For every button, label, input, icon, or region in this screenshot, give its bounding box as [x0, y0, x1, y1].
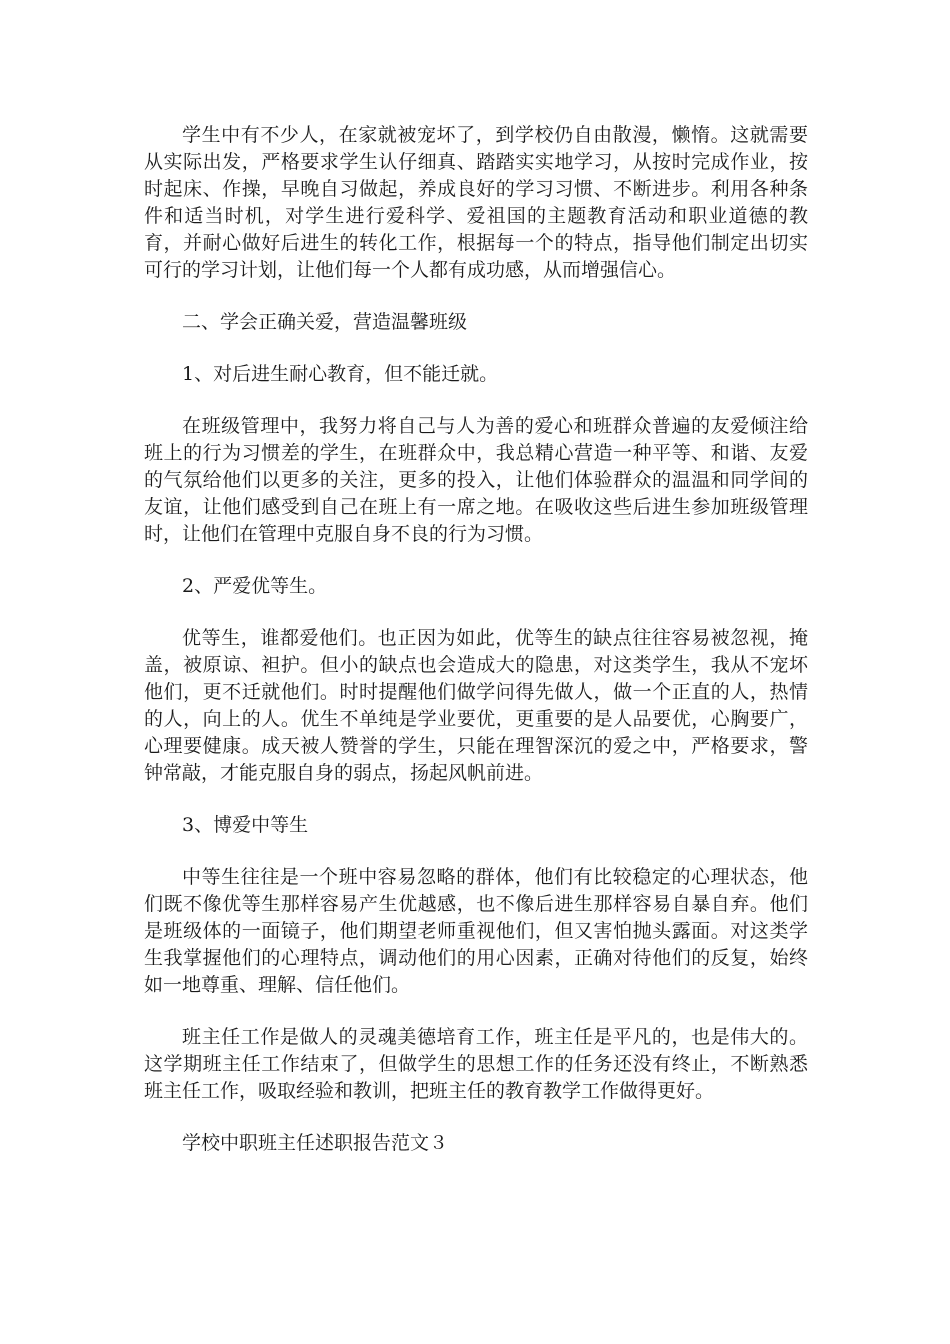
subheading-3: 3、博爱中等生: [182, 814, 309, 836]
paragraph-top-students: 优等生，谁都爱他们。也正因为如此，优等生的缺点往往容易被忽视，掩盖，被原谅、袒护。但小的缺点也会造成大的隐患，对这类学生，我从不宠坏他们，更不迁就他们。时时提醒他们做学问得先做人，做一个正直的人，热情的人，向上的人。优生不单纯是学业要优，更重要的是人品要优，心胸要广，心理要健康。成天被人赞誉的学生，只能在理智深沉的爱之中，严格要求，警钟常敲，才能克服自身的弱点，扬起风帆前进。: [144, 627, 808, 784]
paragraph-conclusion: 班主任工作是做人的灵魂美德培育工作，班主任是平凡的，也是伟大的。这学期班主任工作结束了，但做学生的思想工作的任务还没有终止，不断熟悉班主任工作，吸取经验和教训，把班主任的教育教学工作做得更好。: [144, 1026, 808, 1102]
document-body: [144, 122, 808, 1182]
paragraph-struggling-students: 在班级管理中，我努力将自己与人为善的爱心和班群众普遍的友爱倾注给班上的行为习惯差的学生，在班群众中，我总精心营造一种平等、和谐、友爱的气氛给他们以更多的关注，更多的投入，让他们体验群众的温温和同学间的友谊，让他们感受到自己在班上有一席之地。在吸收这些后进生参加班级管理时，让他们在管理中克服自身不良的行为习惯。: [144, 415, 808, 545]
paragraph-average-students: 中等生往往是一个班中容易忽略的群体，他们有比较稳定的心理状态，他们既不像优等生那样容易产生优越感，也不像后进生那样容易自暴自弃。他们是班级体的一面镜子，他们期望老师重视他们，但又害怕抛头露面。对这类学生我掌握他们的心理特点，调动他们的用心因素，正确对待他们的反复，始终如一地尊重、理解、信任他们。: [144, 866, 808, 996]
section-heading-2: 二、学会正确关爱，营造温馨班级: [182, 311, 468, 333]
paragraph-discipline: 学生中有不少人，在家就被宠坏了，到学校仍自由散漫，懒惰。这就需要从实际出发，严格要求学生认仔细真、踏踏实实地学习，从按时完成作业，按时起床、作操，早晚自习做起，养成良好的学习习惯、不断进步。利用各种条件和适当时机，对学生进行爱科学、爱祖国的主题教育活动和职业道德的教育，并耐心做好后进生的转化工作，根据每一个的特点，指导他们制定出切实可行的学习计划，让他们每一个人都有成功感，从而增强信心。: [144, 124, 808, 281]
subheading-1: 1、对后进生耐心教育，但不能迁就。: [182, 363, 499, 385]
subheading-2: 2、严爱优等生。: [182, 575, 328, 597]
next-article-title: 学校中职班主任述职报告范文３: [182, 1132, 449, 1154]
